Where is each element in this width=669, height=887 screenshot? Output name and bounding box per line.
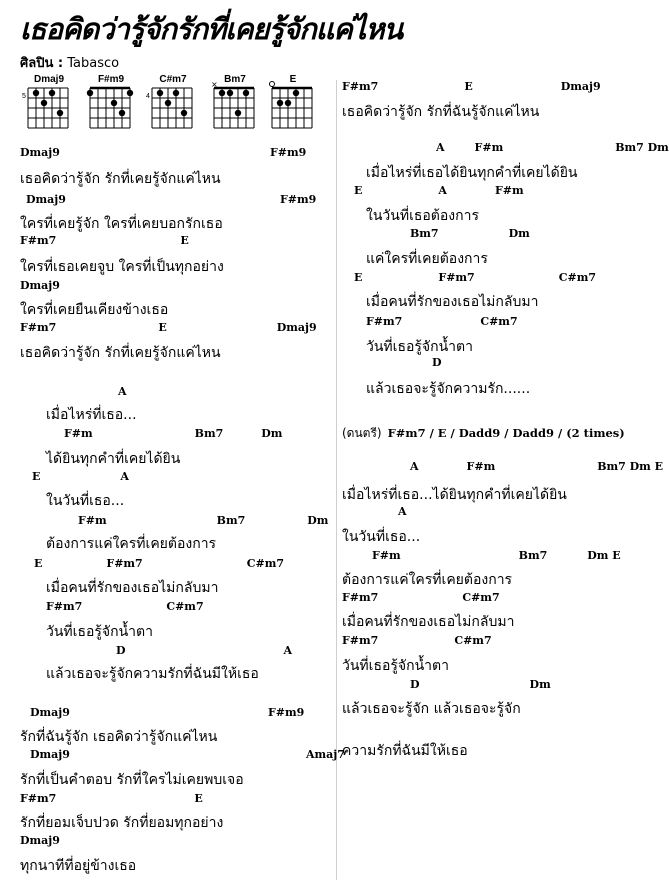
chord-line	[20, 321, 317, 334]
chord-line	[354, 184, 524, 197]
chord-label: F#m7	[46, 600, 83, 613]
chord-line	[32, 470, 129, 483]
chord-line	[354, 271, 596, 284]
chord-label: C#m7	[246, 557, 284, 570]
chord-label: F#m7	[20, 321, 57, 334]
lyric-line: วันที่เธอรู้จักน้ำตา	[342, 658, 449, 674]
chord-line	[46, 600, 204, 613]
lyric-line: เมื่อคนที่รักของเธอไม่กลับมา	[46, 580, 219, 596]
muted-string-mark: ×	[211, 80, 218, 89]
chord-label: Bm7 Dm	[615, 141, 669, 154]
chord-diagram-name: E	[289, 74, 297, 85]
chord-line	[410, 678, 551, 691]
chord-label: F#m	[78, 514, 107, 527]
lyric-line: เธอคิดว่ารู้จัก รักที่เคยรู้จักแค่ไหน	[20, 345, 221, 361]
chord-line	[436, 141, 669, 154]
chord-label: F#m7	[342, 591, 379, 604]
chord-line	[20, 834, 60, 847]
chord-label: Dm	[529, 678, 551, 691]
chord-label: C#m7	[454, 634, 492, 647]
chord-label: C#m7	[480, 315, 518, 328]
lyric-line: เมื่อไหร่ที่เธอได้ยินทุกคำที่เคยได้ยิน	[366, 165, 578, 181]
chord-line	[30, 706, 304, 719]
chord-label: E	[464, 80, 473, 93]
lyric-line: ในวันที่เธอ...	[342, 529, 421, 545]
chord-label: A	[438, 184, 447, 197]
lyric-line: ใครที่เคยยืนเคียงข้างเธอ	[20, 302, 169, 318]
chord-label: E	[34, 557, 43, 570]
chord-line	[20, 792, 203, 805]
interlude-line	[342, 424, 625, 443]
chord-label: C#m7	[166, 600, 204, 613]
chord-line	[34, 557, 284, 570]
chord-line	[20, 234, 189, 247]
lyric-line: เมื่อไหร่ที่เธอ...	[46, 407, 137, 423]
chord-label: Dm	[261, 427, 283, 440]
chord-line	[366, 315, 518, 328]
lyric-line: ทุกนาทีที่อยู่ข้างเธอ	[20, 858, 137, 874]
chord-label: Bm7 Dm E	[597, 460, 664, 473]
chord-label: E	[180, 234, 189, 247]
chord-line	[432, 356, 442, 369]
chord-label: F#m7	[366, 315, 403, 328]
chord-label: F#m9	[267, 706, 305, 719]
chord-label: F#m	[466, 460, 496, 473]
interlude-label: (ดนตรี)	[342, 426, 382, 440]
chord-label: Dmaj9	[26, 193, 66, 206]
chord-diagram-name: Dmaj9	[33, 74, 64, 85]
chord-line	[342, 634, 492, 647]
chord-line	[342, 80, 601, 93]
chord-label: A	[410, 460, 419, 473]
chord-label: F#m7	[342, 634, 379, 647]
chord-line	[410, 227, 530, 240]
chord-label: E	[354, 271, 363, 284]
chord-label: A	[118, 385, 127, 398]
lyric-line: รักที่ยอมเจ็บปวด รักที่ยอมทุกอย่าง	[20, 815, 224, 831]
song-title: เธอคิดว่ารู้จักรักที่เคยรู้จักแค่ไหน	[20, 12, 403, 46]
chord-label: F#m7	[342, 80, 379, 93]
chord-line	[26, 193, 316, 206]
chord-label: Bm7	[194, 427, 224, 440]
lyric-line: แล้วเธอจะรู้จัก แล้วเธอจะรู้จัก	[342, 701, 521, 717]
lyric-line: เมื่อคนที่รักของเธอไม่กลับมา	[366, 294, 539, 310]
chord-label: D	[116, 644, 126, 657]
chord-line	[30, 748, 345, 761]
lyric-line: เมื่อไหร่ที่เธอ...ได้ยินทุกคำที่เคยได้ยิน	[342, 487, 567, 503]
chord-line	[410, 460, 663, 473]
chord-label: A	[283, 644, 293, 657]
chord-line	[64, 427, 282, 440]
interlude-chords: F#m7 / E / Dadd9 / Dadd9 / (2 times)	[387, 426, 625, 440]
chord-label: Dmaj9	[20, 834, 60, 847]
chord-label: Dm	[307, 514, 329, 527]
artist-label: ศิลปิน :	[20, 56, 64, 71]
chord-label: Dm	[508, 227, 530, 240]
lyric-line: ต้องการแค่ใครที่เคยต้องการ	[342, 572, 513, 588]
lyric-line: ในวันที่เธอต้องการ	[366, 208, 479, 224]
chord-label: F#m7	[20, 234, 57, 247]
chord-label: F#m7	[106, 557, 143, 570]
chord-label: Dmaj9	[276, 321, 317, 334]
lyric-line: วันที่เธอรู้จักน้ำตา	[46, 624, 153, 640]
fret-number: 4	[146, 93, 150, 100]
chord-label: Dmaj9	[20, 146, 60, 159]
chord-label: F#m	[474, 141, 504, 154]
chord-label: E	[354, 184, 363, 197]
chord-diagram-name: F#m9	[97, 74, 125, 85]
chord-label: F#m9	[269, 146, 307, 159]
chord-diagram-name: Bm7	[224, 74, 246, 85]
chord-label: F#m	[494, 184, 524, 197]
chord-label: E	[32, 470, 41, 483]
chord-label: D	[410, 678, 420, 691]
chord-label: Bm7	[518, 549, 548, 562]
chord-label: E	[194, 792, 203, 805]
artist-name: Tabasco	[67, 56, 120, 71]
chord-label: F#m9	[279, 193, 317, 206]
chord-label: A	[120, 470, 129, 483]
lyric-line: เมื่อคนที่รักของเธอไม่กลับมา	[342, 614, 515, 630]
chord-label: Amaj7	[305, 748, 345, 761]
lyric-line: ในวันที่เธอ...	[46, 493, 125, 509]
lyric-line: แล้วเธอจะรู้จักความรัก......	[366, 381, 531, 397]
chord-line	[372, 549, 621, 562]
chord-label: Dmaj9	[30, 748, 70, 761]
lyric-line: ใครที่เธอเคยจูบ ใครที่เป็นทุกอย่าง	[20, 259, 224, 275]
lyric-line: เธอคิดว่ารู้จัก รักที่เคยรู้จักแค่ไหน	[20, 171, 221, 187]
chord-label: Dmaj9	[20, 279, 60, 292]
chord-label: Bm7	[410, 227, 439, 240]
chord-label: Bm7	[216, 514, 246, 527]
chord-label: Dm E	[587, 549, 621, 562]
chord-line	[78, 514, 328, 527]
lyric-line: แค่ใครที่เคยต้องการ	[366, 251, 488, 267]
chord-line	[118, 385, 127, 398]
fret-number: 5	[22, 93, 26, 100]
lyric-line: วันที่เธอรู้จักน้ำตา	[366, 339, 473, 355]
chord-label: Dmaj9	[560, 80, 601, 93]
chord-label: A	[398, 505, 407, 518]
lyric-line: เธอคิดว่ารู้จัก รักที่ฉันรู้จักแค่ไหน	[342, 104, 540, 120]
chord-line	[20, 279, 60, 292]
chord-label: F#m7	[20, 792, 57, 805]
lyric-line: ความรักที่ฉันมีให้เธอ	[342, 743, 468, 759]
chord-label: Dmaj9	[30, 706, 70, 719]
lyric-line: รักที่เป็นคำตอบ รักที่ใครไม่เคยพบเจอ	[20, 772, 244, 788]
chord-line	[20, 146, 306, 159]
chord-line	[398, 505, 407, 518]
chord-diagram-name: C#m7	[159, 74, 187, 85]
chord-label: C#m7	[558, 271, 596, 284]
chord-label: C#m7	[462, 591, 500, 604]
chord-label: E	[158, 321, 167, 334]
chord-label: F#m	[64, 427, 93, 440]
lyric-line: ต้องการแค่ใครที่เคยต้องการ	[46, 536, 217, 552]
chord-label: F#m7	[438, 271, 475, 284]
lyric-line: ได้ยินทุกคำที่เคยได้ยิน	[46, 451, 181, 467]
chord-label: D	[432, 356, 442, 369]
chord-line	[116, 644, 292, 657]
chord-label: F#m	[372, 549, 401, 562]
lyric-line: ใครที่เคยรู้จัก ใครที่เคยบอกรักเธอ	[20, 216, 223, 232]
chord-line	[342, 591, 500, 604]
lyric-line: รักที่ฉันรู้จัก เธอคิดว่ารู้จักแค่ไหน	[20, 729, 218, 745]
lyric-line: แล้วเธอจะรู้จักความรักที่ฉันมีให้เธอ	[46, 666, 259, 682]
chord-label: A	[436, 141, 445, 154]
